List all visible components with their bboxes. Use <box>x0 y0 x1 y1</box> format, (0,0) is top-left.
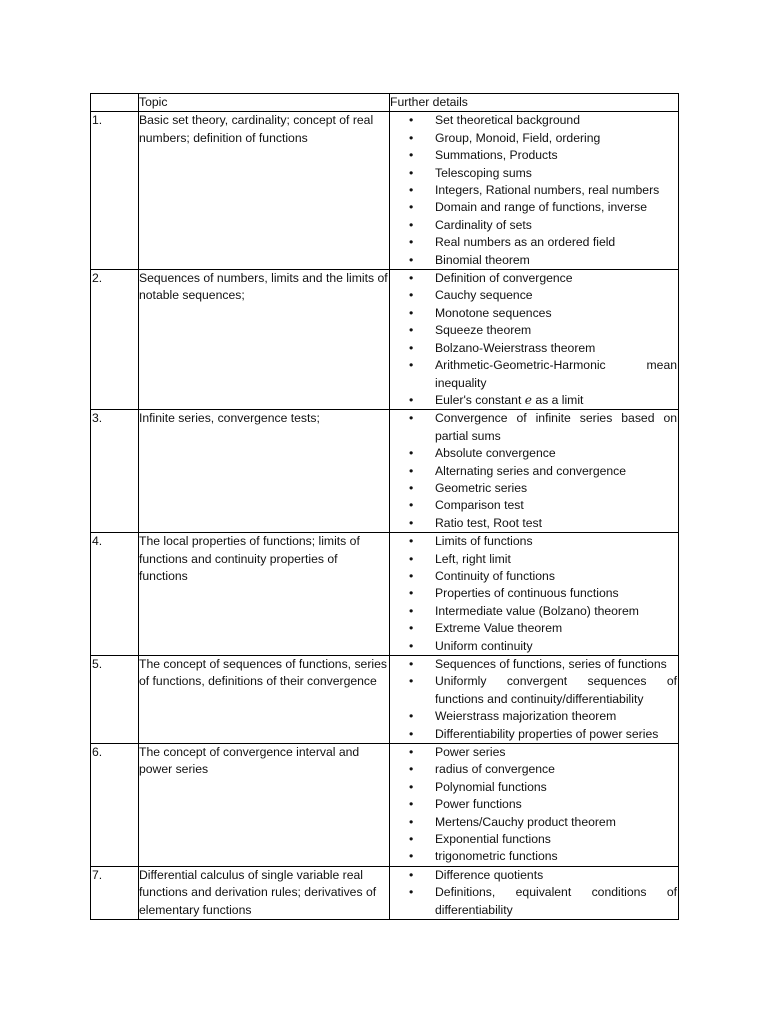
bullet-icon: • <box>409 832 414 847</box>
bullet-icon: • <box>409 674 414 689</box>
table-row <box>91 112 679 270</box>
detail-text: Cauchy sequence <box>435 288 533 303</box>
detail-text: Extreme Value theorem <box>435 621 563 636</box>
row-number: 5. <box>91 656 139 744</box>
row-details <box>390 410 679 533</box>
table-header-row <box>91 94 679 112</box>
bullet-icon: • <box>409 305 414 320</box>
bullet-icon: • <box>409 534 414 549</box>
bullet-icon: • <box>409 463 414 478</box>
bullet-icon: • <box>409 252 414 267</box>
detail-text: Limits of functions <box>435 534 533 549</box>
detail-text: Alternating series and convergence <box>435 463 627 478</box>
detail-item <box>390 270 678 287</box>
detail-text: Arithmetic-Geometric-Harmonic mean inequality <box>435 358 677 390</box>
detail-item <box>390 744 678 761</box>
detail-item <box>390 199 678 216</box>
detail-item <box>390 585 678 602</box>
detail-text: Mertens/Cauchy product theorem <box>435 814 616 829</box>
detail-item <box>390 147 678 164</box>
detail-item <box>390 551 678 568</box>
header-details: Further details <box>390 94 679 112</box>
details-list <box>390 656 678 743</box>
bullet-icon: • <box>409 797 414 812</box>
table-row <box>91 656 679 744</box>
detail-item <box>390 515 678 532</box>
table-row <box>91 410 679 533</box>
bullet-icon: • <box>409 288 414 303</box>
detail-item <box>390 234 678 251</box>
detail-item <box>390 340 678 357</box>
detail-item <box>390 182 678 199</box>
detail-text: Intermediate value (Bolzano) theorem <box>435 603 639 618</box>
detail-text: trigonometric functions <box>435 849 558 864</box>
detail-text: Definitions, equivalent conditions of differentiability <box>435 885 677 917</box>
detail-item <box>390 656 678 673</box>
table-row <box>91 866 679 919</box>
syllabus-table <box>90 93 679 920</box>
bullet-icon: • <box>409 392 414 407</box>
detail-item <box>390 322 678 339</box>
detail-text: Difference quotients <box>435 867 544 882</box>
detail-item <box>390 463 678 480</box>
row-number: 7. <box>91 866 139 919</box>
detail-text: Uniform continuity <box>435 638 533 653</box>
details-list <box>390 270 678 409</box>
details-list <box>390 867 678 919</box>
detail-text: Properties of continuous functions <box>435 586 619 601</box>
detail-item <box>390 357 678 392</box>
detail-item <box>390 568 678 585</box>
detail-text: Monotone sequences <box>435 305 552 320</box>
table-row <box>91 270 679 410</box>
detail-text: Set theoretical background <box>435 113 580 128</box>
bullet-icon: • <box>409 867 414 882</box>
detail-text: radius of convergence <box>435 762 555 777</box>
table-row <box>91 533 679 656</box>
row-number: 3. <box>91 410 139 533</box>
table-body <box>91 112 679 920</box>
bullet-icon: • <box>409 411 414 426</box>
header-number <box>91 94 139 112</box>
detail-item <box>390 165 678 182</box>
bullet-icon: • <box>409 498 414 513</box>
detail-text: Binomial theorem <box>435 252 530 267</box>
bullet-icon: • <box>409 621 414 636</box>
row-details <box>390 744 679 867</box>
detail-item <box>390 480 678 497</box>
row-number: 1. <box>91 112 139 270</box>
bullet-icon: • <box>409 480 414 495</box>
detail-text: Squeeze theorem <box>435 323 532 338</box>
header-topic: Topic <box>139 94 390 112</box>
detail-item <box>390 392 678 409</box>
bullet-icon: • <box>409 323 414 338</box>
detail-item <box>390 761 678 778</box>
detail-text: Weierstrass majorization theorem <box>435 709 617 724</box>
row-details <box>390 533 679 656</box>
detail-item <box>390 305 678 322</box>
detail-text: Polynomial functions <box>435 779 547 794</box>
row-topic: The local properties of functions; limits of functions and continuity properties of functions <box>139 533 390 656</box>
bullet-icon: • <box>409 779 414 794</box>
detail-item <box>390 848 678 865</box>
details-list <box>390 533 678 655</box>
detail-text: Cardinality of sets <box>435 217 532 232</box>
row-topic: Basic set theory, cardinality; concept of real numbers; definition of functions <box>139 112 390 270</box>
row-number: 6. <box>91 744 139 867</box>
detail-text: Left, right limit <box>435 551 511 566</box>
row-topic: Infinite series, convergence tests; <box>139 410 390 533</box>
detail-item <box>390 867 678 884</box>
detail-item <box>390 673 678 708</box>
bullet-icon: • <box>409 113 414 128</box>
bullet-icon: • <box>409 200 414 215</box>
bullet-icon: • <box>409 603 414 618</box>
detail-text: Bolzano-Weierstrass theorem <box>435 340 596 355</box>
detail-text: Geometric series <box>435 480 528 495</box>
bullet-icon: • <box>409 814 414 829</box>
detail-item <box>390 779 678 796</box>
bullet-icon: • <box>409 657 414 671</box>
bullet-icon: • <box>409 745 414 760</box>
detail-item <box>390 287 678 304</box>
bullet-icon: • <box>409 217 414 232</box>
detail-item <box>390 130 678 147</box>
bullet-icon: • <box>409 358 414 373</box>
row-number: 2. <box>91 270 139 410</box>
details-list <box>390 112 678 269</box>
bullet-icon: • <box>409 271 414 286</box>
bullet-icon: • <box>409 586 414 601</box>
row-details <box>390 656 679 744</box>
bullet-icon: • <box>409 638 414 653</box>
detail-item <box>390 533 678 550</box>
bullet-icon: • <box>409 130 414 145</box>
bullet-icon: • <box>409 446 414 461</box>
detail-text: Integers, Rational numbers, real numbers <box>435 183 660 198</box>
row-topic: Sequences of numbers, limits and the limits of notable sequences; <box>139 270 390 410</box>
bullet-icon: • <box>409 165 414 180</box>
detail-text: Definition of convergence <box>435 271 573 286</box>
detail-item <box>390 497 678 514</box>
detail-text: Euler's constant e as a limit <box>435 392 584 407</box>
detail-item <box>390 603 678 620</box>
detail-text: Sequences of functions, series of functions <box>435 657 667 671</box>
row-details <box>390 270 679 410</box>
detail-item <box>390 112 678 129</box>
bullet-icon: • <box>409 148 414 163</box>
detail-text: Group, Monoid, Field, ordering <box>435 130 601 145</box>
details-list <box>390 410 678 532</box>
detail-item <box>390 638 678 655</box>
bullet-icon: • <box>409 726 414 741</box>
row-number: 4. <box>91 533 139 656</box>
bullet-icon: • <box>409 235 414 250</box>
row-topic: The concept of sequences of functions, series of functions, definitions of their convergence <box>139 656 390 744</box>
details-list <box>390 744 678 866</box>
detail-item <box>390 726 678 743</box>
bullet-icon: • <box>409 551 414 566</box>
detail-text: Differentiability properties of power series <box>435 726 659 741</box>
detail-item <box>390 620 678 637</box>
detail-item <box>390 410 678 445</box>
detail-item <box>390 252 678 269</box>
bullet-icon: • <box>409 568 414 583</box>
bullet-icon: • <box>409 849 414 864</box>
bullet-icon: • <box>409 515 414 530</box>
detail-item <box>390 445 678 462</box>
table-row <box>91 744 679 867</box>
detail-text: Telescoping sums <box>435 165 532 180</box>
row-details <box>390 866 679 919</box>
detail-item <box>390 814 678 831</box>
detail-text: Real numbers as an ordered field <box>435 235 616 250</box>
detail-text: Absolute convergence <box>435 446 556 461</box>
detail-text: Domain and range of functions, inverse <box>435 200 648 215</box>
detail-item <box>390 708 678 725</box>
detail-text: Summations, Products <box>435 148 558 163</box>
row-topic: Differential calculus of single variable real functions and derivation rules; derivatives of elementary functions <box>139 866 390 919</box>
detail-item <box>390 884 678 919</box>
detail-text: Ratio test, Root test <box>435 515 543 530</box>
row-topic: The concept of convergence interval and power series <box>139 744 390 867</box>
detail-text: Power series <box>435 745 506 760</box>
row-details <box>390 112 679 270</box>
detail-text: Convergence of infinite series based on partial sums <box>435 411 677 443</box>
detail-text: Power functions <box>435 797 522 812</box>
bullet-icon: • <box>409 885 414 900</box>
detail-item <box>390 831 678 848</box>
detail-text: Comparison test <box>435 498 524 513</box>
detail-text: Exponential functions <box>435 832 551 847</box>
detail-item <box>390 796 678 813</box>
detail-item <box>390 217 678 234</box>
bullet-icon: • <box>409 183 414 198</box>
bullet-icon: • <box>409 340 414 355</box>
detail-text: Uniformly convergent sequences of functions and continuity/differentiability <box>435 674 677 706</box>
bullet-icon: • <box>409 762 414 777</box>
bullet-icon: • <box>409 709 414 724</box>
detail-text: Continuity of functions <box>435 568 555 583</box>
